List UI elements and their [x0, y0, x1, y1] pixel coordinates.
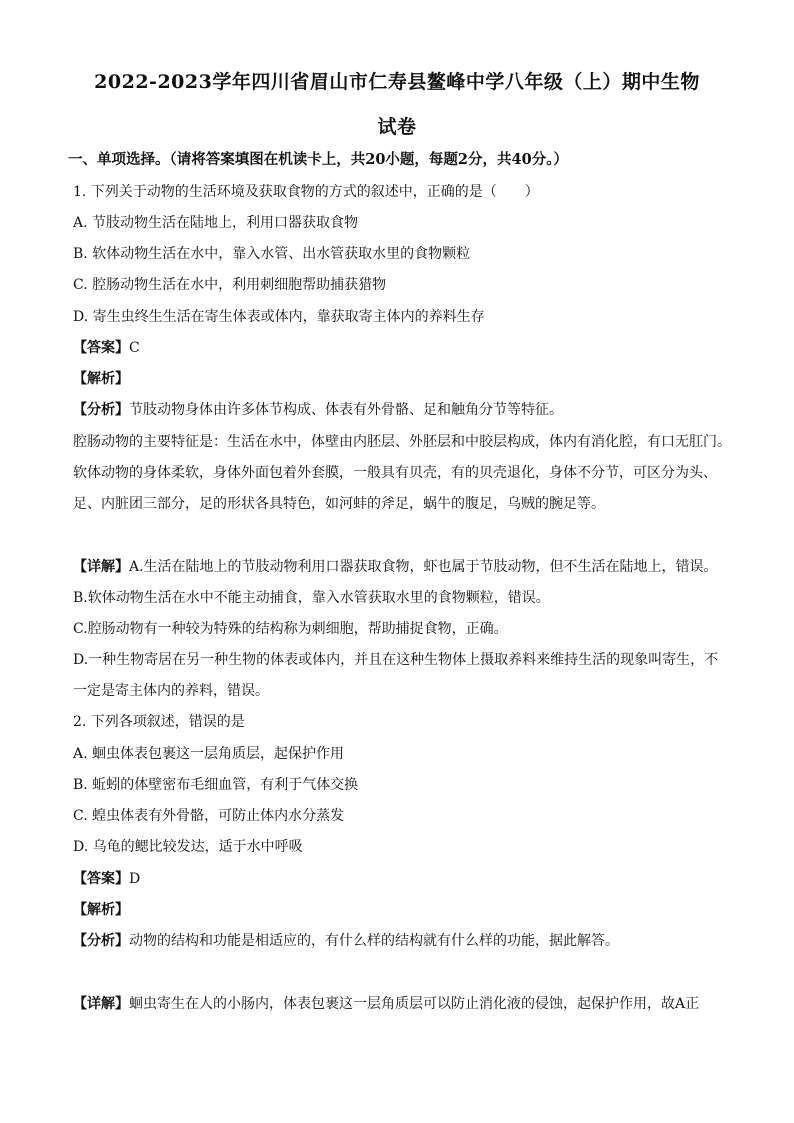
question-2-analysis-label: [73, 900, 129, 920]
question-1-xiangjie-line: B.软体动物生活在水中不能主动捕食，靠入水管获取水里的食物颗粒，错误。: [73, 590, 550, 606]
question-1-xiangjie-line: D.一种生物寄居在另一种生物的体表或体内，并且在这种生物体上摄取养料来维持生活的现象叫寄生，不: [73, 652, 719, 668]
xiangjie-text: A.生活在陆地上的节肢动物利用口器获取食物，虾也属于节肢动物，但不生活在陆地上，错误。: [129, 559, 718, 575]
fenxi-label: 【分析】: [73, 933, 129, 949]
xiangjie-label: 【详解】: [73, 559, 129, 575]
xiangjie-label: 【详解】: [73, 996, 129, 1012]
question-2-option-c: C. 蝗虫体表有外骨骼，可防止体内水分蒸发: [73, 808, 345, 824]
question-1-fenxi-line: 软体动物的身体柔软，身体外面包着外套膜，一般具有贝壳，有的贝壳退化，身体不分节，可区分为头、: [73, 465, 717, 481]
fenxi-text: 动物的结构和功能是相适应的，有什么样的结构就有什么样的功能，据此解答。: [129, 933, 619, 949]
document-title-continued: 试卷: [377, 116, 417, 138]
question-2-answer: [73, 869, 140, 889]
question-1-fenxi-line: 足、内脏团三部分，足的形状各具特色，如河蚌的斧足，蜗牛的腹足，乌贼的腕足等。: [73, 496, 605, 512]
answer-label: 【答案】: [73, 871, 129, 887]
question-1-option-c: C. 腔肠动物生活在水中，利用刺细胞帮助捕获猎物: [73, 277, 387, 293]
question-1-analysis-label: [73, 369, 129, 389]
answer-value: D: [129, 871, 141, 887]
xiangjie-text: 蛔虫寄生在人的小肠内，体表包裹这一层角质层可以防止消化液的侵蚀，起保护作用，故A正: [129, 996, 700, 1012]
question-2-stem: 2. 下列各项叙述，错误的是: [73, 714, 245, 730]
question-1-xiangjie-line: 一定是寄主体内的养料，错误。: [73, 683, 269, 699]
question-2-fenxi: [73, 931, 619, 951]
question-2-option-a: A. 蛔虫体表包裹这一层角质层，起保护作用: [73, 746, 345, 762]
question-1-option-b: B. 软体动物生活在水中，靠入水管、出水管获取水里的食物颗粒: [73, 246, 471, 262]
fenxi-label: 【分析】: [73, 402, 129, 418]
question-1-fenxi-line: 腔肠动物的主要特征是：生活在水中，体壁由内胚层、外胚层和中胶层构成，体内有消化腔，有口无肛门。: [73, 434, 731, 450]
question-2-xiangjie: [73, 994, 699, 1014]
answer-label: 【答案】: [73, 340, 129, 356]
question-1-answer: [73, 338, 140, 358]
analysis-label: 【解析】: [73, 902, 129, 918]
question-1-option-d: D. 寄生虫终生生活在寄生体表或体内，靠获取寄主体内的养料生存: [73, 309, 485, 325]
question-1-stem: 1. 下列关于动物的生活环境及获取食物的方式的叙述中，正确的是（ ）: [73, 184, 539, 200]
section-heading: 一、单项选择。（请将答案填图在机读卡上，共20小题，每题2分，共40分。）: [68, 151, 568, 168]
question-2-option-d: D. 乌龟的鳃比较发达，适于水中呼吸: [73, 839, 303, 855]
question-1-xiangjie: [73, 557, 718, 577]
question-1-fenxi: [73, 400, 563, 420]
answer-value: C: [129, 340, 140, 356]
fenxi-text: 节肢动物身体由许多体节构成、体表有外骨骼、足和触角分节等特征。: [129, 402, 563, 418]
analysis-label: 【解析】: [73, 371, 129, 387]
document-title: 2022-2023学年四川省眉山市仁寿县鳌峰中学八年级（上）期中生物: [94, 71, 700, 93]
question-1-option-a: A. 节肢动物生活在陆地上，利用口器获取食物: [73, 215, 359, 231]
question-2-option-b: B. 蚯蚓的体壁密布毛细血管，有利于气体交换: [73, 777, 359, 793]
question-1-xiangjie-line: C.腔肠动物有一种较为特殊的结构称为刺细胞，帮助捕捉食物，正确。: [73, 621, 508, 637]
